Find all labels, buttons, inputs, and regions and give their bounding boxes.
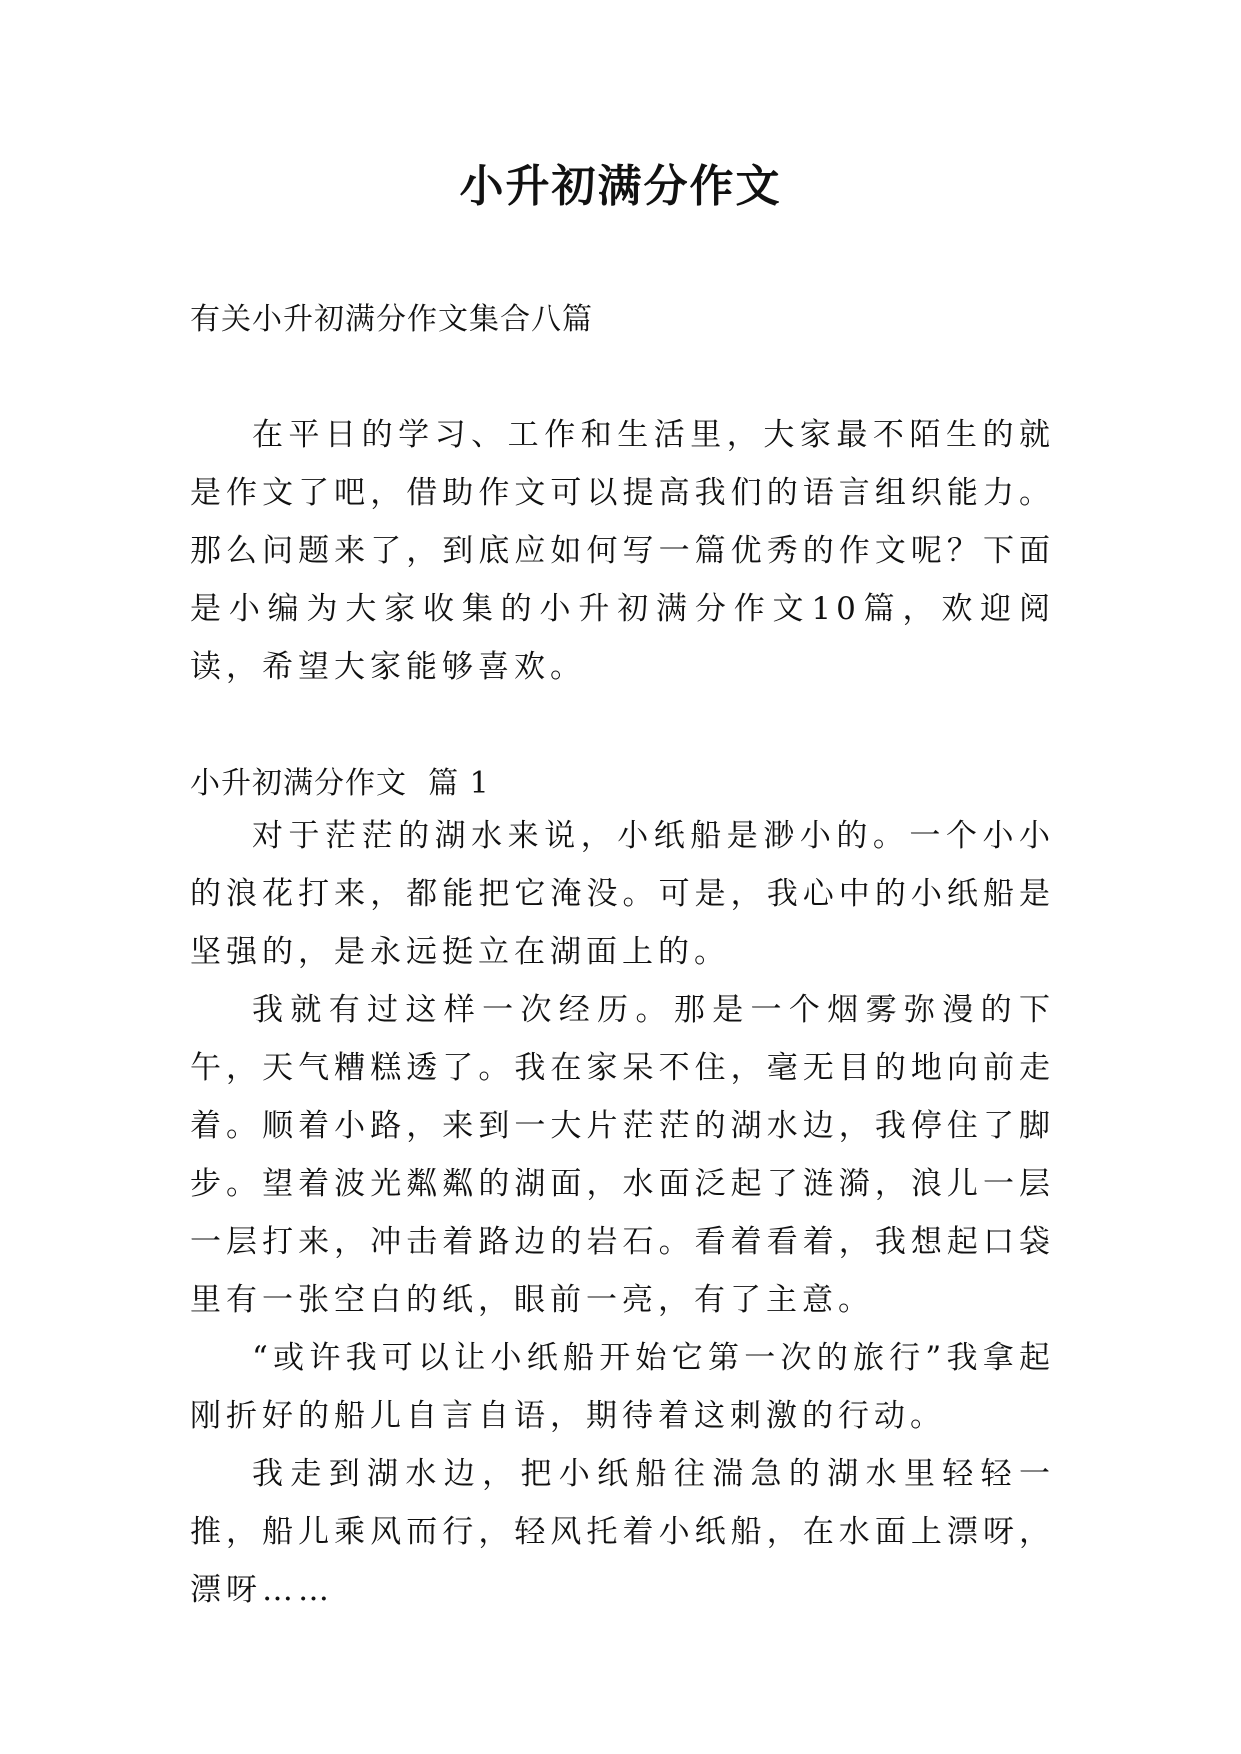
intro-block bbox=[190, 406, 1055, 696]
essay-paragraph-4: 我走到湖水边，把小纸船往湍急的湖水里轻轻一推，船儿乘风而行，轻风托着小纸船，在水面上漂呀，漂呀…… bbox=[190, 1456, 1055, 1608]
intro-paragraph: 在平日的学习、工作和生活里，大家最不陌生的就是作文了吧，借助作文可以提高我们的语言组织能力。那么问题来了，到底应如何写一篇优秀的作文呢？下面是小编为大家收集的小升初满分作文10篇，欢迎阅读，希望大家能够喜欢。 bbox=[190, 417, 1055, 685]
essay-body bbox=[190, 807, 1055, 1619]
essay-paragraph-2: 我就有过这样一次经历。那是一个烟雾弥漫的下午，天气糟糕透了。我在家呆不住，毫无目的地向前走着。顺着小路，来到一大片茫茫的湖水边，我停住了脚步。望着波光粼粼的湖面，水面泛起了涟漪，浪儿一层一层打来，冲击着路边的岩石。看着看着，我想起口袋里有一张空白的纸，眼前一亮，有了主意。 bbox=[190, 992, 1055, 1318]
essay-paragraph-1: 对于茫茫的湖水来说，小纸船是渺小的。一个小小的浪花打来，都能把它淹没。可是，我心中的小纸船是坚强的，是永远挺立在湖面上的。 bbox=[190, 818, 1055, 970]
document-subtitle: 有关小升初满分作文集合八篇 bbox=[190, 302, 593, 337]
document-title: 小升初满分作文 bbox=[459, 161, 782, 212]
section-heading: 小升初满分作文 篇 1 bbox=[190, 766, 490, 801]
essay-paragraph-3: “或许我可以让小纸船开始它第一次的旅行”我拿起刚折好的船儿自言自语，期待着这刺激的行动。 bbox=[190, 1340, 1055, 1434]
